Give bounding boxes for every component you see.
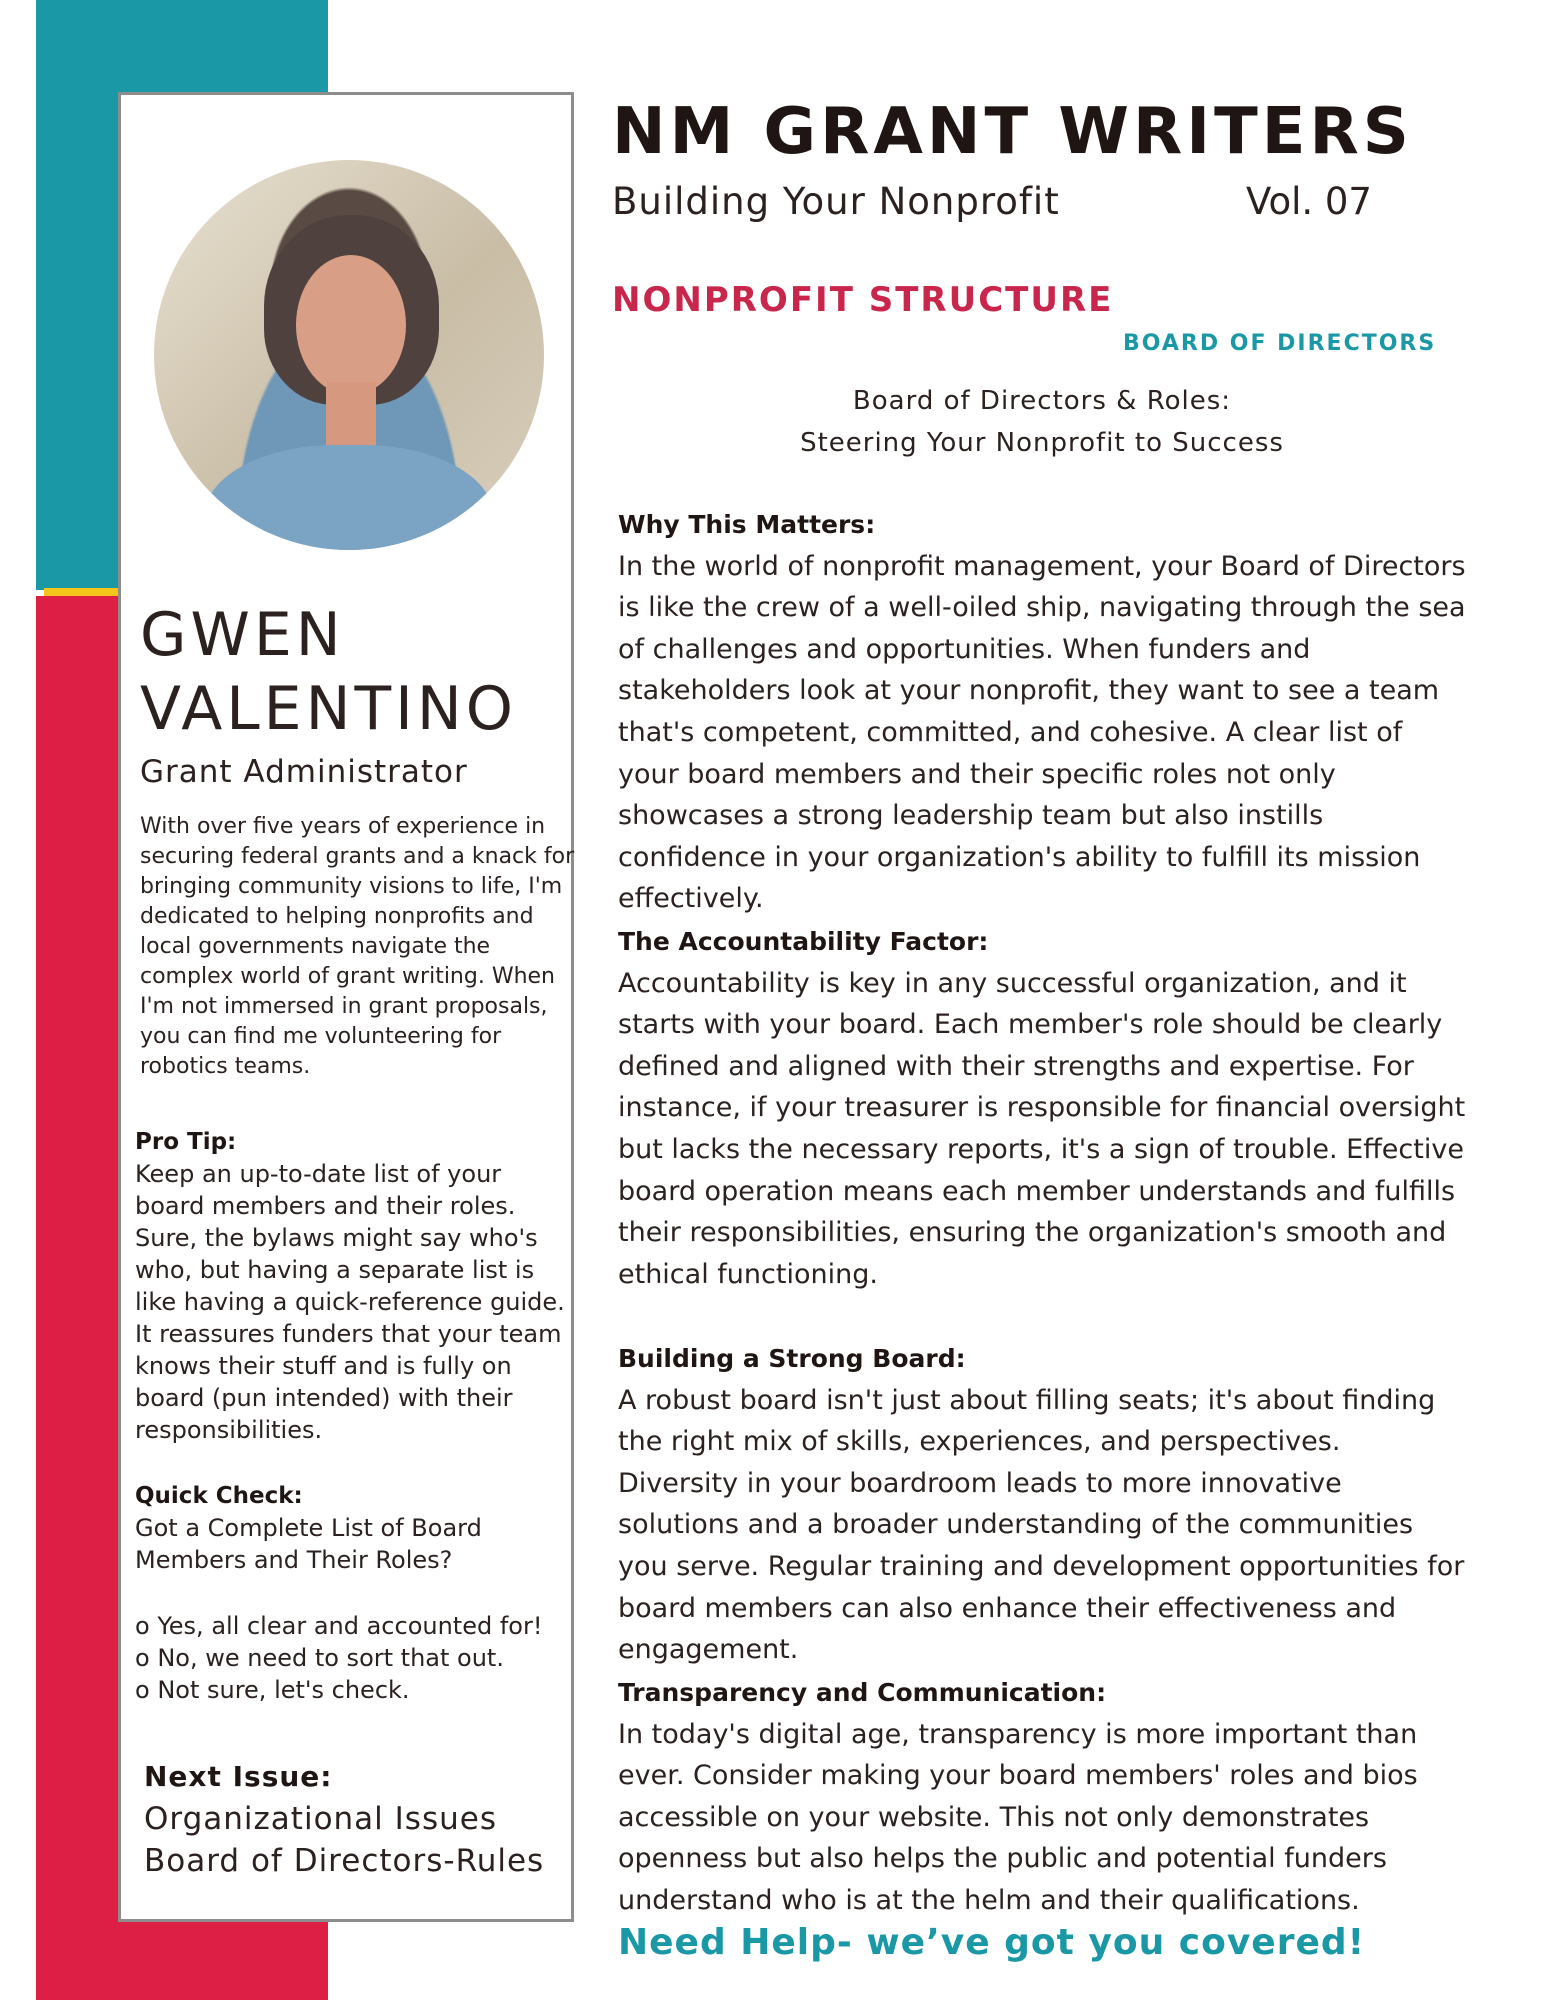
next-issue-heading: Next Issue: <box>144 1760 333 1793</box>
article-title <box>612 380 1472 464</box>
section-subtitle: BOARD OF DIRECTORS <box>1123 331 1437 356</box>
profile-title: Grant Administrator <box>140 754 468 790</box>
article-heading: The Accountability Factor: <box>618 927 989 956</box>
article-text: A robust board isn't just about filling seats; it's about finding the right mix of skills, experiences, and perspectives. Diversity in your boardroom leads to more innovative solutions and a broader understanding of the communities you serve. Regular training and development opportunities for board members can also enhance their effectiveness and engagement. <box>618 1384 1465 1666</box>
article-heading: Transparency and Communication: <box>618 1678 1107 1707</box>
call-to-action: Need Help- we’ve got you covered! <box>618 1922 1366 1963</box>
photo-shirt <box>204 445 494 550</box>
quick-check-option: o Yes, all clear and accounted for! <box>135 1612 543 1640</box>
profile-photo <box>154 160 544 550</box>
profile-bio: With over five years of experience in securing federal grants and a knack for bringing community visions to life, I'm dedicated to helping nonprofits and local governments navigate the complex world of grant writing. When I'm not immersed in grant proposals, you can find me volunteering for robotics teams. <box>140 814 575 1079</box>
article-section <box>618 921 1468 1295</box>
quick-check-option: o No, we need to sort that out. <box>135 1644 504 1672</box>
article-section <box>618 504 1468 920</box>
article-text: In today's digital age, transparency is more important than ever. Consider making your board members' roles and bios accessible on your website. This not only demonstrates openness but also helps the public and potential funders understand who is at the helm and their qualifications. <box>618 1718 1418 1916</box>
pro-tip-heading: Pro Tip: <box>135 1129 237 1155</box>
pro-tip-text: Keep an up-to-date list of your board members and their roles. Sure, the bylaws might say who's who, but having a separate list is like having a quick-reference guide. It reassures funders that your team knows their stuff and is fully on board (pun intended) with their responsibilities. <box>135 1160 565 1444</box>
section-title: NONPROFIT STRUCTURE <box>612 280 1114 320</box>
article-heading: Building a Strong Board: <box>618 1344 966 1373</box>
photo-neck <box>326 382 376 452</box>
article-text: In the world of nonprofit management, your Board of Directors is like the crew of a well-oiled ship, navigating through the sea of challenges and opportunities. When funders and stakeholders look at your nonprofit, they want to see a team that's competent, committed, and cohesive. A clear list of your board members and their specific roles not only showcases a strong leadership team but also instills confidence in your organization's ability to fulfill its mission effectively. <box>618 550 1466 915</box>
profile-name <box>140 598 580 746</box>
profile-name-last: VALENTINO <box>140 674 517 744</box>
volume-number: Vol. 07 <box>1246 180 1372 223</box>
article-title-line: Steering Your Nonprofit to Success <box>800 428 1284 458</box>
article-section <box>618 1338 1468 1671</box>
newsletter-title: NM GRANT WRITERS <box>612 95 1413 169</box>
quick-check-heading: Quick Check: <box>135 1483 303 1509</box>
newsletter-subtitle: Building Your Nonprofit <box>612 180 1060 223</box>
quick-check-options <box>135 1610 575 1706</box>
profile-name-first: GWEN <box>140 600 345 670</box>
quick-check-box <box>135 1480 575 1576</box>
yellow-accent-line <box>44 588 124 596</box>
next-issue-box <box>144 1756 574 1882</box>
article-heading: Why This Matters: <box>618 510 876 539</box>
quick-check-question: Got a Complete List of Board Members and Their Roles? <box>135 1514 482 1574</box>
article-text: Accountability is key in any successful organization, and it starts with your board. Each member's role should be clearly defined and aligned with their strengths and expertise. For instance, if your treasurer is responsible for financial oversight but lacks the necessary reports, it's a sign of trouble. Effective board operation means each member understands and fulfills their responsibilities, ensuring the organization's smooth and ethical functioning. <box>618 967 1466 1290</box>
quick-check-option: o Not sure, let's check. <box>135 1676 410 1704</box>
pro-tip-box <box>135 1126 575 1446</box>
next-issue-item: Board of Directors-Rules <box>144 1843 545 1879</box>
article-section <box>618 1672 1468 1922</box>
photo-face <box>296 255 406 395</box>
next-issue-item: Organizational Issues <box>144 1801 497 1837</box>
article-title-line: Board of Directors & Roles: <box>852 386 1232 416</box>
